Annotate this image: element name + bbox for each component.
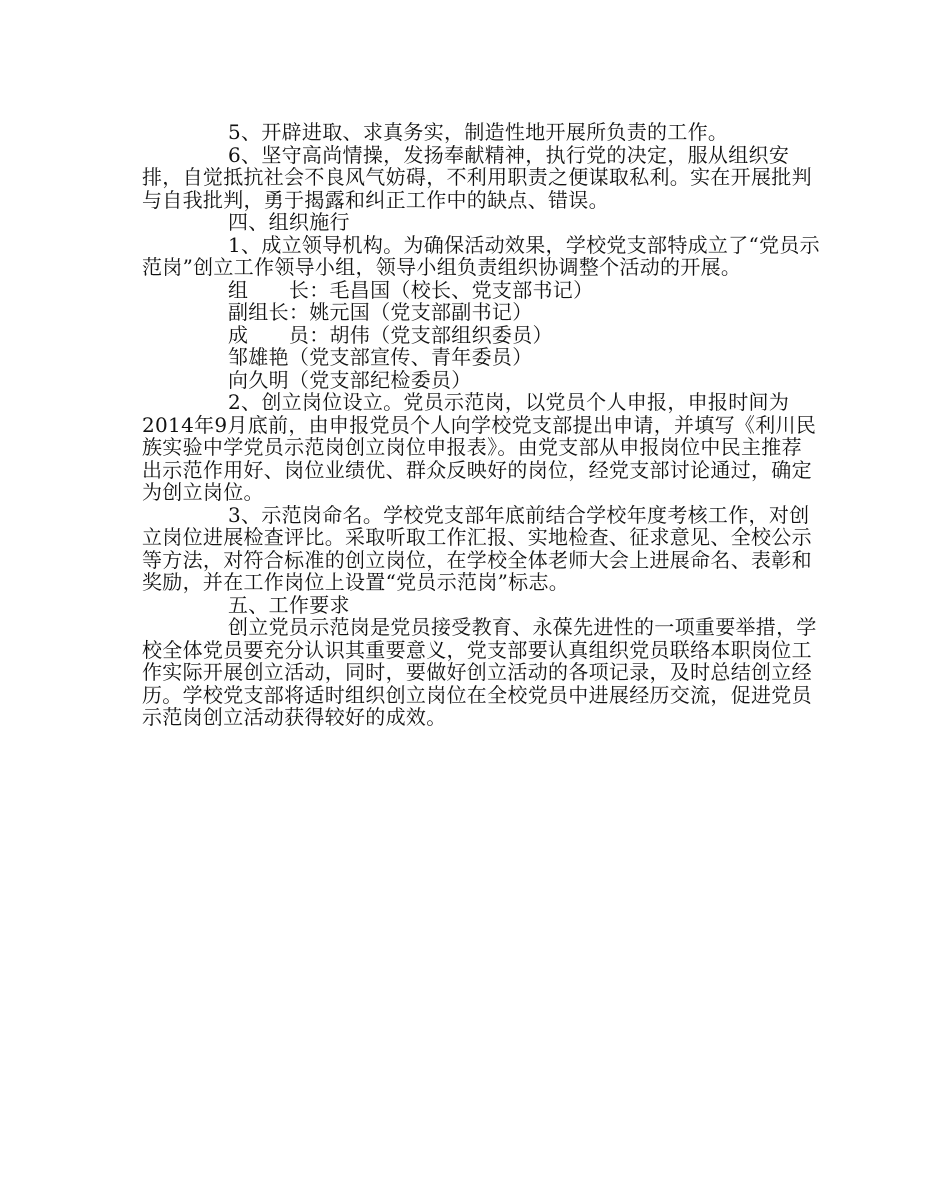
member-name: 姚元国（党支部副书记） xyxy=(309,300,533,324)
member-name: 胡伟（党支部组织委员） xyxy=(329,322,553,347)
paragraph-item-5: 5、开辟进取、求真务实，制造性地开展所负责的工作。 xyxy=(228,120,729,144)
member-line-member-3 xyxy=(142,369,822,392)
member-name: 向久明（党支部纪检委员） xyxy=(228,367,472,392)
member-line-deputy xyxy=(142,301,822,324)
paragraph-leadership: 1、成立领导机构。为确保活动效果，学校党支部特成立了“党员示范岗”创立工作领导小组，领导小组负责组织协调整个活动的开展。 xyxy=(142,232,820,279)
member-line-leader xyxy=(142,279,822,302)
paragraph-requirements: 创立党员示范岗是党员接受教育、永葆先进性的一项重要举措，学校全体党员要充分认识其重要意义，党支部要认真组织党员联络本职岗位工作实际开展创立活动，同时，要做好创立活动的各项记录，及时总结创立经历。学校党支部将适时组织创立岗位在全校党员中进展经历交流，促进党员示范岗创立活动获得较好的成效。 xyxy=(142,615,817,729)
member-name: 毛昌国（校长、党支部书记） xyxy=(329,277,594,302)
member-role: 组 长： xyxy=(228,277,330,302)
member-name: 邹雄艳（党支部宣传、青年委员） xyxy=(228,345,533,369)
paragraph-naming: 3、示范岗命名。学校党支部年底前结合学校年度考核工作，对创立岗位进展检查评比。采取听取工作汇报、实地检查、征求意见、全校公示等方法，对符合标准的创立岗位，在学校全体老师大会上进展命名、表彰和奖励，并在工作岗位上设置“党员示范岗”标志。 xyxy=(142,502,812,594)
paragraph-item-6: 6、坚守高尚情操，发扬奉献精神，执行党的决定，服从组织安排，自觉抵抗社会不良风气妨碍，不利用职责之便谋取私利。实在开展批判与自我批判，勇于揭露和纠正工作中的缺点、错误。 xyxy=(142,142,812,212)
member-role: 成 员： xyxy=(228,322,330,347)
member-line-member-1 xyxy=(142,324,822,347)
member-line-member-2 xyxy=(142,346,822,369)
section-heading-4: 四、组织施行 xyxy=(228,210,350,234)
member-role: 副组长： xyxy=(228,300,310,324)
document-body xyxy=(142,121,822,729)
section-heading-5: 五、工作要求 xyxy=(228,592,350,617)
paragraph-post-setup: 2、创立岗位设立。党员示范岗，以党员个人申报，申报时间为2014年9月底前，由申报党员个人向学校党支部提出申请，并填写《利川民族实验中学党员示范岗创立岗位申报表》。由党支部从申报岗位中民主推荐出示范作用好、岗位业绩优、群众反映好的岗位，经党支部讨论通过，确定为创立岗位。 xyxy=(142,390,817,504)
